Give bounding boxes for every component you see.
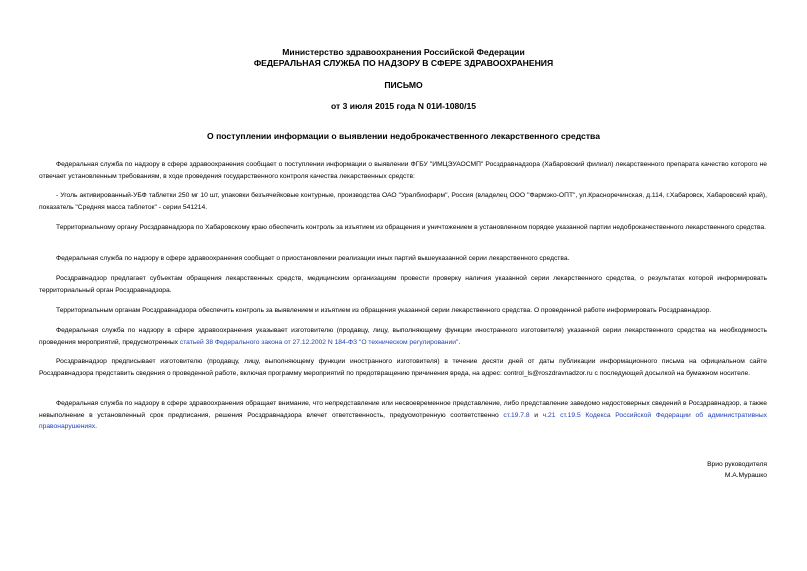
- paragraph-9: [39, 398, 767, 433]
- paragraph-2: [39, 190, 767, 213]
- paragraph-7: [39, 325, 767, 348]
- paragraph-9-lead: Федеральная служба по надзору в сфере здравоохранения обращает внимание, что непредставление или несвоевременное представление, либо представление заведомо недостоверных сведений в Росздравнадзор, а также невыполнение в установленный срок предписания, решения Росздравнадзора влечет ответственность, предусмотренную соответственно: [39, 400, 767, 419]
- paragraph-9-mid: и: [529, 411, 543, 419]
- service-title: ФЕДЕРАЛЬНАЯ СЛУЖБА ПО НАДЗОРУ В СФЕРЕ ЗДРАВООХРАНЕНИЯ: [253, 58, 554, 68]
- paragraph-2-text: - Уголь активированный-УБФ таблетки 250 мг 10 шт, упаковки безъячейковые контурные, производства ОАО "Уралбиофарм", Россия (владелец ООО "Фармэко-ОПТ", ул.Красноречинская, д.114, г.Хабаровск, Хабаровский край), показатель "Средняя масса таблеток" - серии 541214.: [39, 192, 767, 211]
- signatory-position: Врио руководителя: [707, 461, 767, 468]
- paragraph-1-text: Федеральная служба по надзору в сфере здравоохранения сообщает о поступлении информации о выявлении ФГБУ "ИМЦЭУАОСМП" Росздравнадзора (Хабаровский филиал) лекарственного препарата качество которого не отвечает установленным требованиям, в ходе проведения государственного контроля качества лекарственных средств:: [39, 161, 767, 180]
- document-subject: О поступлении информации о выявлении недоброкачественного лекарственного средства: [207, 131, 600, 141]
- paragraph-7-text: [39, 325, 767, 348]
- paragraph-6: [39, 305, 767, 317]
- paragraph-7-lead: Федеральная служба по надзору в сфере здравоохранения указывает изготовителю (продавцу, лицу, выполняющему функции иностранного изготовителя) указанной серии лекарственного средства на необходимость проведения мероприятий, предусмотренных: [39, 327, 767, 346]
- paragraph-3: [39, 222, 767, 234]
- paragraph-3-text: Территориальному органу Росздравнадзора по Хабаровскому краю обеспечить контроль за изъятием из обращения и уничтожением в установленном порядке указанной партии недоброкачественного лекарственного средства.: [56, 224, 767, 231]
- signatory-name: М.А.Мурашко: [724, 472, 767, 479]
- paragraph-9-tail: .: [95, 423, 97, 430]
- paragraph-4-text: Федеральная служба по надзору в сфере здравоохранения сообщает о приостановлении реализации иных партий вышеуказанной серии лекарственного средства.: [56, 255, 570, 262]
- paragraph-8: [39, 356, 767, 379]
- document-date-number: от 3 июля 2015 года N 01И-1080/15: [330, 101, 477, 111]
- paragraph-1: [39, 159, 767, 182]
- law-article-38-link[interactable]: статьей 38 Федерального закона от 27.12.2002 N 184-ФЗ "О техническом регулировании": [179, 338, 459, 346]
- ministry-title: Министерство здравоохранения Российской Федерации: [282, 47, 525, 57]
- paragraph-5: [39, 273, 767, 296]
- koap-article-19-5-link[interactable]: ч.21 ст.19.5 Кодекса Российской Федерации об административных правонарушениях: [39, 411, 767, 430]
- paragraph-9-text: [39, 398, 767, 433]
- paragraph-6-text: Территориальным органам Росздравнадзора обеспечить контроль за выявлением и изъятием из обращения указанной серии лекарственного средства. О проведенной работе информировать Росздравнадзор.: [56, 307, 712, 314]
- paragraph-5-text: Росздравнадзор предлагает субъектам обращения лекарственных средств, медицинским организациям провести проверку наличия указанной серии лекарственного средства, о результатах которой информировать территориальный орган Росздравнадзора.: [39, 275, 767, 294]
- paragraph-4: [39, 253, 767, 265]
- paragraph-7-tail: .: [458, 338, 461, 346]
- paragraph-8-text: Росздравнадзор предписывает изготовителю (продавцу, лицу, выполняющему функции иностранного изготовителя) в течение десяти дней от даты публикации информационного письма на официальном сайте Росздравнадзора представить сведения о проведенной работе, включая программу мероприятий по предотвращению причинения вреда, на адрес: control_ls@roszdravnadzor.ru с последующей досылкой на бумажном носителе.: [39, 358, 767, 377]
- document-type: ПИСЬМО: [384, 80, 423, 90]
- koap-article-19-7-8-link[interactable]: ст.19.7.8: [503, 411, 530, 419]
